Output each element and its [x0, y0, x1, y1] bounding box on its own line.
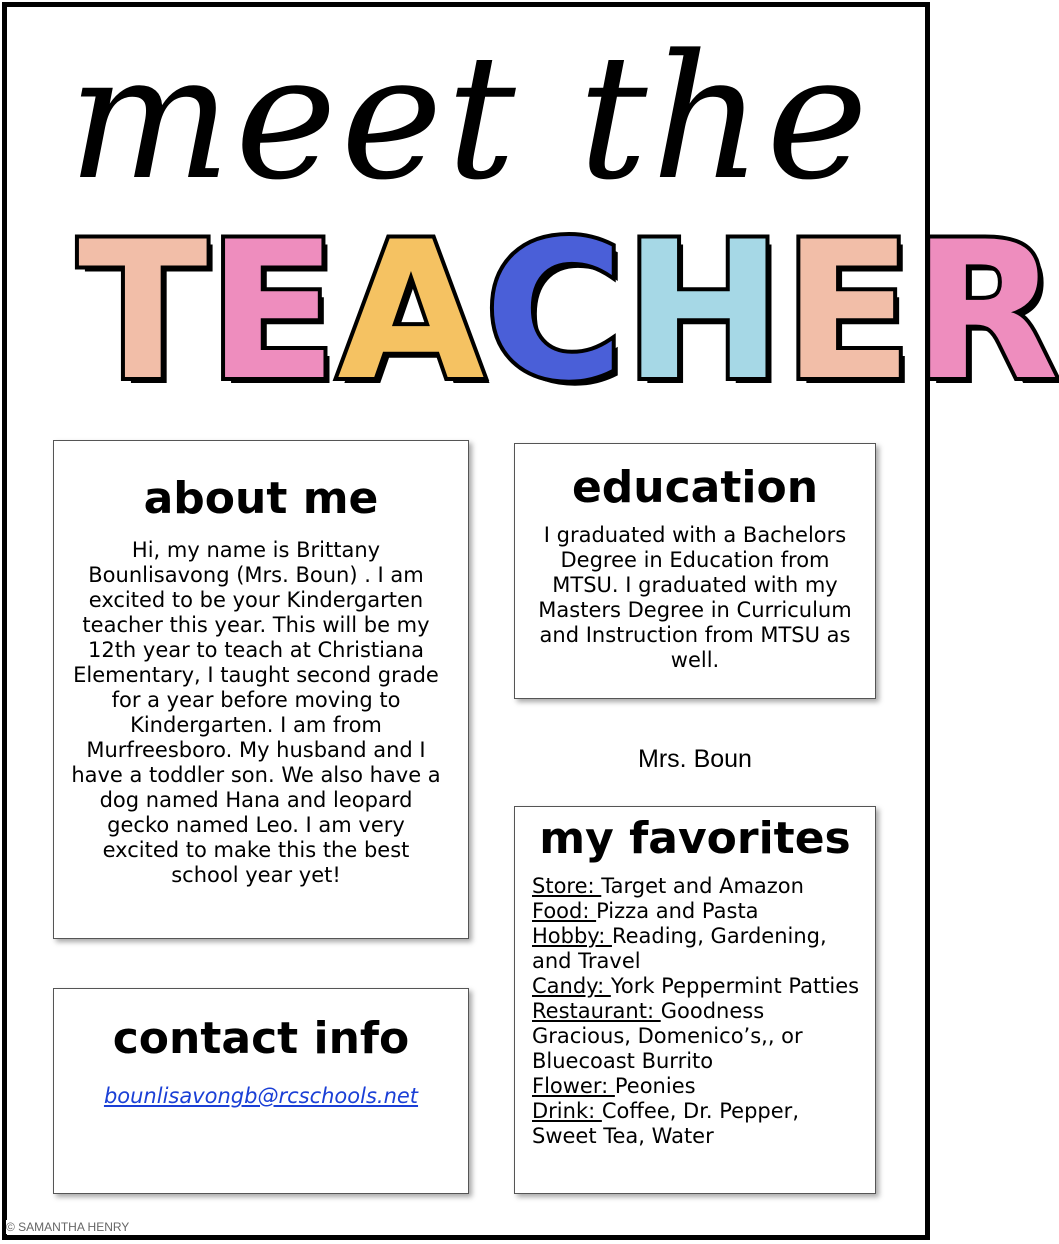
- favorite-label: Store:: [532, 874, 602, 898]
- copyright-notice: © SAMANTHA HENRY: [6, 1220, 132, 1234]
- contact-info-box: [53, 988, 469, 1194]
- my-favorites-box: [514, 806, 876, 1194]
- teacher-letter-c: C: [484, 201, 624, 422]
- favorite-value: Peonies: [614, 1074, 696, 1098]
- favorite-label: Food:: [532, 899, 597, 923]
- favorite-store: [532, 874, 865, 899]
- teacher-letter-h: H: [623, 201, 783, 422]
- favorites-list: [532, 874, 865, 1149]
- teacher-name: Mrs. Boun: [638, 745, 752, 773]
- teacher-letter-r: R: [912, 201, 1059, 422]
- education-box: [514, 443, 876, 699]
- teacher-title: [78, 201, 1059, 422]
- education-heading: education: [571, 462, 819, 513]
- meet-the-title: meet the: [67, 17, 873, 218]
- teacher-letter-a: A: [337, 201, 485, 422]
- about-me-text: Hi, my name is Brittany Bounlisavong (Mrs. Boun) . I am excited to be your Kindergarten teacher this year. This will be my 12th year to teach at Christiana Elementary, I taught second grade for a year before moving to Kindergarten. I am from Murfreesboro. My husband and I have a toddler son. We also have a dog named Hana and leopard gecko named Leo. I am very excited to make this the best school year yet!: [71, 538, 441, 887]
- teacher-letter-e2: E: [782, 201, 913, 422]
- about-me-heading: about me: [143, 473, 379, 524]
- about-me-box: [53, 440, 469, 939]
- favorite-value: Pizza and Pasta: [596, 899, 759, 923]
- favorite-label: Hobby:: [532, 924, 612, 948]
- teacher-letter-e: E: [207, 201, 338, 422]
- my-favorites-heading: my favorites: [539, 813, 851, 864]
- favorite-value: Goodness Gracious, Domenico’s,, or Bluecoast Burrito: [532, 999, 803, 1073]
- favorite-candy: [532, 974, 865, 999]
- favorite-label: Flower:: [532, 1074, 615, 1098]
- favorite-food: [532, 899, 865, 924]
- favorite-value: Coffee, Dr. Pepper, Sweet Tea, Water: [532, 1099, 799, 1148]
- teacher-letter-t: T: [78, 201, 208, 422]
- contact-info-heading: contact info: [112, 1013, 410, 1064]
- favorite-drink: [532, 1099, 865, 1149]
- favorite-hobby: [532, 924, 865, 974]
- contact-email-link[interactable]: bounlisavongb@rcschools.net: [103, 1084, 419, 1108]
- favorite-restaurant: [532, 999, 865, 1074]
- favorite-flower: [532, 1074, 865, 1099]
- favorite-value: York Peppermint Patties: [610, 974, 860, 998]
- favorite-value: Reading, Gardening, and Travel: [532, 924, 827, 973]
- favorite-label: Candy:: [532, 974, 611, 998]
- favorite-label: Drink:: [532, 1099, 602, 1123]
- education-text: I graduated with a Bachelors Degree in Education from MTSU. I graduated with my Masters Degree in Curriculum and Instruction from MTSU as well.: [538, 523, 852, 672]
- favorite-value: Target and Amazon: [601, 874, 804, 898]
- favorite-label: Restaurant:: [532, 999, 661, 1023]
